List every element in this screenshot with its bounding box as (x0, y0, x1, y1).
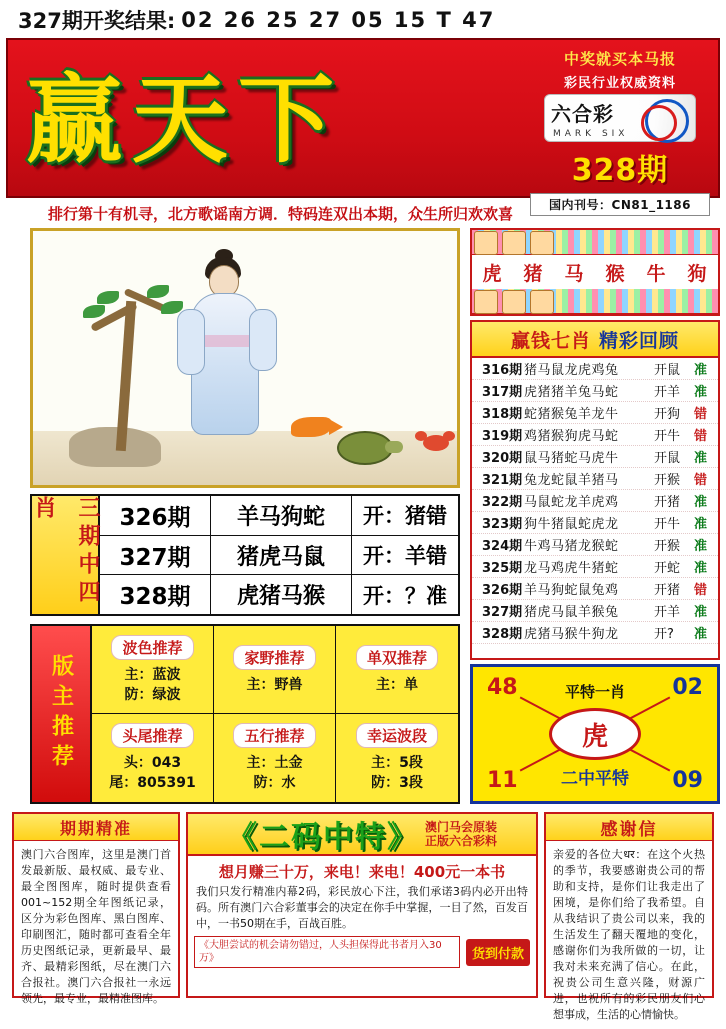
result-prefix: 327期开奖结果: (18, 9, 176, 33)
zodiac-name: 狗 (687, 262, 708, 285)
slogan-line: 排行第十有机寻，北方歌谣南方调．特码连双出本期，众生所归欢欢喜 (48, 204, 514, 223)
zodiac-name: 猪 (523, 262, 544, 285)
face-icon (502, 231, 526, 255)
cell-title: 幸运波段 (356, 723, 438, 748)
review-row-mark: 准 (694, 363, 708, 378)
review-row-mark: 错 (694, 407, 708, 422)
bottom-mid-body: 我们只发行精准内幕2码，彩民放心下注，我们承诺3码内必开出特码。所有澳门六合彩董事会的决定在你手中掌握，一目了然，百发百中，一书50期在手，百战百胜。 (196, 885, 528, 930)
bottom-mid-footer (194, 936, 530, 968)
bottom-mid-side-text (425, 820, 497, 848)
zodiac-name: 虎 (482, 262, 503, 285)
cell-title: 波色推荐 (111, 635, 193, 660)
review-row-animals: 牛鸡马猪龙猴蛇 (524, 539, 619, 554)
review-row (472, 622, 718, 644)
review-row-mark: 准 (694, 605, 708, 620)
review-row-animals: 羊马狗蛇鼠兔鸡 (524, 583, 619, 598)
row-issue: 328期 (100, 575, 211, 614)
marksix-logo (544, 94, 696, 142)
review-row-issue: 316期 (482, 363, 523, 378)
row-open: 开：？准 (363, 583, 447, 608)
review-row (472, 512, 718, 534)
review-row (472, 468, 718, 490)
recommendation-side-label (32, 626, 92, 802)
masthead-right (530, 46, 710, 212)
review-row-open: 开? (654, 627, 674, 642)
face-icon (530, 231, 554, 255)
review-row-mark: 准 (694, 385, 708, 400)
tema-bottom-label: 二中平特 (561, 769, 629, 789)
bottom-right-panel (544, 812, 714, 1021)
tree-drawing (83, 261, 173, 451)
cell-line: 防：3段 (371, 775, 423, 791)
review-row-animals: 猪马鼠龙虎鸡兔 (524, 363, 619, 378)
cell-line: 主：单 (376, 676, 418, 693)
review-row-animals: 狗牛猪鼠蛇虎龙 (524, 517, 619, 532)
tema-corner-top-right: 02 (672, 675, 703, 700)
three-issue-side-text: 三期中四肖 (31, 496, 100, 608)
row-animals: 猪虎马鼠 (211, 536, 352, 575)
masthead-tagline-1: 中奖就买本马报 (563, 50, 676, 68)
result-line (0, 0, 726, 40)
zodiac-strip-top (472, 230, 718, 255)
review-row-animals: 鸡猪猴狗虎马蛇 (524, 429, 619, 444)
bottom-mid-side-2: 正版六合彩料 (424, 834, 497, 848)
row-animals: 羊马狗蛇 (211, 496, 352, 535)
cell-title: 单双推荐 (356, 645, 438, 670)
tema-corner-bottom-right: 09 (672, 768, 703, 793)
review-row-mark: 准 (694, 561, 708, 576)
recommendation-grid (92, 626, 458, 802)
review-row-list (472, 358, 718, 644)
review-row (472, 578, 718, 600)
tema-corner-bottom-left: 11 (487, 768, 518, 793)
zodiac-name: 牛 (646, 262, 667, 285)
review-row-mark: 错 (694, 583, 708, 598)
cell-line: 防：水 (253, 775, 296, 791)
review-row-animals: 鼠马猪蛇马虎牛 (524, 451, 619, 466)
review-row-mark: 准 (694, 495, 708, 510)
bottom-mid-panel (186, 812, 538, 998)
table-row (100, 496, 458, 536)
review-panel (470, 320, 720, 660)
recommendation-side-text: 版主推荐 (48, 654, 74, 774)
masthead-title: 赢天下 (26, 64, 344, 176)
review-row-animals: 虎猪马猴牛狗龙 (524, 627, 619, 642)
review-row-issue: 321期 (482, 473, 523, 488)
leaf-icon (83, 305, 105, 318)
bottom-mid-warning: 《大胆尝试的机会请勿错过，人头担保得此书者月入30万》 (194, 936, 460, 968)
recommendation-cell (214, 714, 336, 802)
review-row-issue: 318期 (482, 407, 523, 422)
recommendation-cell (92, 714, 214, 802)
review-row-open: 开牛 (654, 517, 681, 532)
recommendation-cell (336, 626, 458, 714)
review-row-open: 开鼠 (654, 363, 681, 378)
review-row-animals: 猪虎马鼠羊猴兔 (524, 605, 619, 620)
cell-title: 头尾推荐 (111, 723, 193, 748)
masthead-tagline-2: 彩民行业权威资料 (563, 76, 676, 91)
review-row-animals: 龙马鸡虎牛猪蛇 (524, 561, 619, 576)
review-row-mark: 准 (694, 451, 708, 466)
bottom-left-title: 期期精准 (14, 814, 178, 841)
review-row (472, 490, 718, 512)
review-row-mark: 错 (694, 473, 708, 488)
review-row (472, 424, 718, 446)
review-row-open: 开猴 (654, 539, 681, 554)
review-row-mark: 准 (694, 627, 708, 642)
crab-claw-right (443, 431, 455, 441)
bottom-mid-title: 《二码中特》 (226, 820, 419, 855)
review-row-open: 开猴 (654, 473, 681, 488)
review-row-animals: 兔龙蛇鼠羊猪马 (524, 473, 619, 488)
zodiac-name-row (472, 255, 718, 289)
review-row-open: 开羊 (654, 605, 681, 620)
review-row-open: 开牛 (654, 429, 681, 444)
lady-sleeve-right (249, 309, 277, 371)
publication-code: 国内刊号：CN81_1186 (530, 193, 710, 216)
review-row (472, 534, 718, 556)
logo-cn-text: 六合彩 (551, 102, 614, 126)
review-row-issue: 324期 (482, 539, 523, 554)
bottom-mid-header (188, 814, 536, 856)
review-row-issue: 327期 (482, 605, 523, 620)
zodiac-strip-bottom (472, 289, 718, 314)
review-row-mark: 准 (694, 517, 708, 532)
leaf-icon (97, 291, 119, 304)
review-row-issue: 323期 (482, 517, 523, 532)
review-title-red: 赢钱七肖 (510, 329, 591, 352)
row-issue: 326期 (100, 496, 211, 535)
review-row (472, 556, 718, 578)
cell-line: 主：野兽 (246, 676, 303, 693)
review-row-open: 开鼠 (654, 451, 681, 466)
review-row-open: 开狗 (654, 407, 681, 422)
review-row-issue: 328期 (482, 627, 523, 642)
review-row-open: 开猪 (654, 583, 681, 598)
tema-top-label: 平特一肖 (564, 683, 625, 701)
face-icon (474, 231, 498, 255)
review-row-animals: 马鼠蛇龙羊虎鸡 (524, 495, 619, 510)
cell-title: 五行推荐 (233, 723, 315, 748)
bottom-right-body: 亲爱的各位大धर：在这个火热的季节，我要感谢贵公司的帮助和支持，是你们让我走出了困境，是你们给了我希望。自从我结识了贵公司以来，我的生活发生了翻天覆地的变化，感谢你们为我所做的一切，让我对未来充满了信心。在此，祝贵公司生意兴隆，财源广进，也祝所有的彩民朋友们心想事成，生活的心情愉快。 (553, 848, 705, 1021)
cell-line: 防：绿波 (124, 686, 181, 703)
bottom-mid-subtitle: 想月赚三十万，来电！来电！400元一本书 (218, 863, 506, 881)
cell-title: 家野推荐 (233, 645, 315, 670)
fish-icon (291, 417, 331, 437)
three-issue-rows (100, 496, 458, 614)
review-row-animals: 蛇猪猴兔羊龙牛 (524, 407, 619, 422)
row-open: 开：羊错 (363, 544, 447, 568)
lady-figure (183, 257, 269, 457)
cell-line: 主：土金 (246, 755, 303, 771)
turtle-icon (329, 427, 399, 467)
tema-corner-top-left: 48 (487, 675, 518, 700)
turtle-head (385, 441, 403, 453)
issue-number: 328期 (571, 153, 669, 188)
logo-ring2-icon (641, 105, 677, 141)
cell-line: 头：043 (123, 755, 182, 771)
cell-line: 尾：805391 (109, 775, 196, 791)
recommendation-box (30, 624, 460, 804)
crab-claw-left (415, 431, 427, 441)
tema-center-animal: 虎 (549, 708, 641, 760)
bottom-mid-side-1: 澳门马会原装 (424, 820, 497, 834)
recommendation-cell (336, 714, 458, 802)
review-row-issue: 320期 (482, 451, 523, 466)
bottom-left-panel (12, 812, 180, 1005)
table-row (100, 575, 458, 614)
zodiac-name: 猴 (605, 262, 626, 285)
zodiac-banner (470, 228, 720, 316)
result-numbers: 02 26 25 27 05 15 T 47 (181, 8, 496, 32)
review-row-mark: 准 (694, 539, 708, 554)
bottom-right-title: 感谢信 (546, 814, 712, 841)
review-row (472, 446, 718, 468)
review-row (472, 600, 718, 622)
cell-line: 主：5段 (371, 755, 423, 771)
table-row (100, 536, 458, 576)
review-row-issue: 326期 (482, 583, 523, 598)
recommendation-cell (214, 626, 336, 714)
three-issue-side-label (32, 496, 100, 614)
row-open: 开：猪错 (363, 504, 447, 529)
crab-icon (415, 429, 455, 455)
three-issue-table (30, 494, 460, 616)
review-row-open: 开羊 (654, 385, 681, 400)
tema-panel (470, 664, 720, 804)
zodiac-name: 马 (564, 262, 585, 285)
review-row-issue: 322期 (482, 495, 523, 510)
review-row-issue: 317期 (482, 385, 523, 400)
review-row-open: 开蛇 (654, 561, 681, 576)
review-row-issue: 325期 (482, 561, 523, 576)
review-row (472, 358, 718, 380)
review-row-open: 开猪 (654, 495, 681, 510)
face-icon (530, 290, 554, 314)
masthead (6, 38, 720, 212)
logo-en-text: MARK SIX (553, 129, 629, 139)
cod-badge: 货到付款 (466, 939, 530, 966)
review-title (472, 322, 718, 358)
cell-line: 主：蓝波 (124, 666, 181, 683)
illustration (30, 228, 460, 488)
review-row (472, 402, 718, 424)
face-icon (474, 290, 498, 314)
leaf-icon (147, 285, 169, 298)
review-row-mark: 错 (694, 429, 708, 444)
recommendation-cell (92, 626, 214, 714)
review-row-issue: 319期 (482, 429, 523, 444)
row-issue: 327期 (100, 536, 211, 575)
review-row-animals: 虎猪猪羊兔马蛇 (524, 385, 619, 400)
row-animals: 虎猪马猴 (211, 575, 352, 614)
review-title-blue: 精彩回顾 (599, 329, 680, 352)
tree-trunk (116, 301, 136, 451)
review-row (472, 380, 718, 402)
lady-sleeve-left (177, 309, 205, 375)
face-icon (502, 290, 526, 314)
bottom-left-body: 澳门六合图库，这里是澳门首发最新版、最权威、最专业、最全图图库，随时提供查看001~152期全年图纸记录，区分为彩色图库、黑白图库、印刷图汇，随时都可查看全年历史图纸记录，更新最早、最齐、最精彩图纸，尽在澳门六合报社。澳门六合报社一永远领先，最专业，最精准图库。 (21, 848, 171, 1005)
